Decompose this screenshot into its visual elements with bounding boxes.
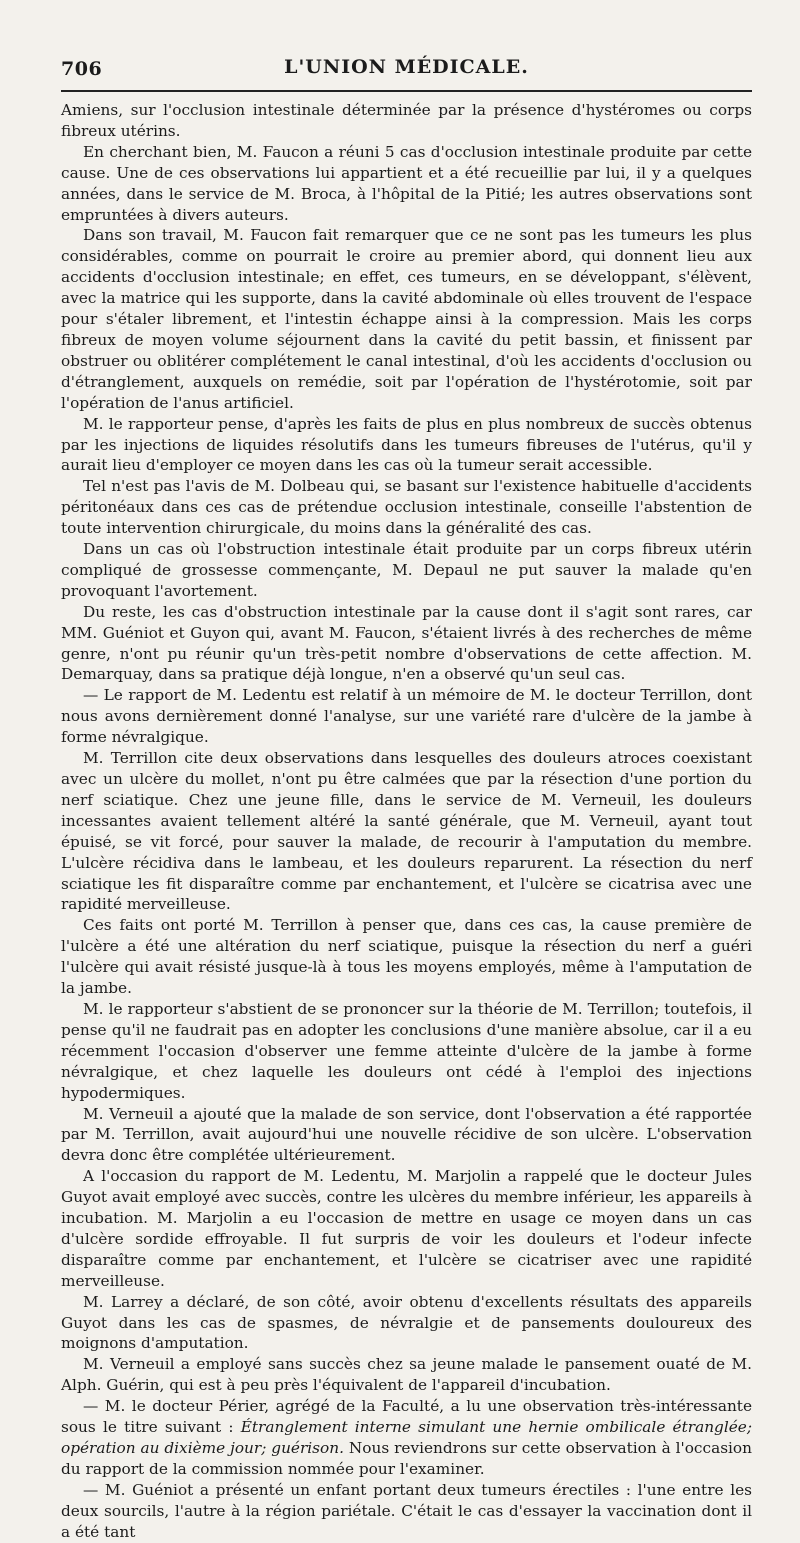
paragraph: M. Larrey a déclaré, de son côté, avoir obtenu d'excellents résultats des appareils Guyot dans les cas de spasmes, de névralgie et de pansements douloureux des moignons d'amputation. xyxy=(61,1292,752,1353)
paragraph: En cherchant bien, M. Faucon a réuni 5 cas d'occlusion intestinale produite par cette cause. Une de ces observations lui appartient et a été recueillie par lui, il y a quelques années, dans le service de M. Broca, à l'hôpital de la Pitié; les autres observations sont empruntées à divers auteurs. xyxy=(61,142,752,224)
paragraph-text: — M. le docteur Périer, agrégé de la Faculté, a lu une observation très-intéressante sous le titre suivant : xyxy=(61,1397,752,1437)
paragraph: Dans son travail, M. Faucon fait remarquer que ce ne sont pas les tumeurs les plus considérables, comme on pourrait le croire au premier abord, qui donnent lieu aux accidents d'occlusion intestinale; en effet, ces tumeurs, en se développant, s'élèvent, avec la matrice qui les supporte, dans la cavité abdominale où elles trouvent de l'espace pour s'étaler librement, et l'intestin échappe ainsi à la compression. Mais les corps fibreux de moyen volume séjournent dans la cavité du petit bassin, et finissent par obstruer ou oblitérer complétement le canal intestinal, d'où les accidents d'occlusion ou d'étranglement, auxquels on remédie, soit par l'opération de l'hystérotomie, soit par l'opération de l'anus artificiel. xyxy=(61,226,752,412)
paragraph: A l'occasion du rapport de M. Ledentu, M. Marjolin a rappelé que le docteur Jules Guyot avait employé avec succès, contre les ulcères du membre inférieur, les appareils à incubation. M. Marjolin a eu l'occasion de mettre en usage ce moyen dans un cas d'ulcère sordide effroyable. Il fut surpris de voir les douleurs et l'odeur infecte disparaître comme par enchantement, et l'ulcère se cicatriser avec une rapidité merveilleuse. xyxy=(61,1167,752,1290)
article-body xyxy=(61,100,752,1543)
paragraph: Tel n'est pas l'avis de M. Dolbeau qui, se basant sur l'existence habituelle d'accidents péritonéaux dans ces cas de prétendue occlusion intestinale, conseille l'abstention de toute intervention chirurgicale, du moins dans la généralité des cas. xyxy=(61,477,752,538)
paragraph: Dans un cas où l'obstruction intestinale était produite par un corps fibreux utérin compliqué de grossesse commençante, M. Depaul ne put sauver la malade qu'en provoquant l'avortement. xyxy=(61,540,752,600)
paragraph: M. Terrillon cite deux observations dans lesquelles des douleurs atroces coexistant avec un ulcère du mollet, n'ont pu être calmées que par la résection d'une portion du nerf sciatique. Chez une jeune fille, dans le service de M. Verneuil, les douleurs incessantes avaient tellement altéré la santé générale, que M. Verneuil, ayant tout épuisé, se vit forcé, pour sauver la malade, de recourir à l'amputation du membre. L'ulcère récidiva dans le lambeau, et les douleurs reparurent. La résection du nerf sciatique les fit disparaître comme par enchantement, et l'ulcère se cicatrisa avec une rapidité merveilleuse. xyxy=(61,749,752,914)
paragraph: M. le rapporteur pense, d'après les faits de plus en plus nombreux de succès obtenus par les injections de liquides résolutifs dans les tumeurs fibreuses de l'utérus, qu'il y aurait lieu d'employer ce moyen dans les cas où la tumeur serait accessible. xyxy=(61,414,752,475)
paragraph: — M. Guéniot a présenté un enfant portant deux tumeurs érectiles : l'une entre les deux sourcils, l'autre à la région pariétale. C'était le cas d'essayer la vaccination dont il a été tant xyxy=(61,1480,752,1541)
paragraph: M. le rapporteur s'abstient de se prononcer sur la théorie de M. Terrillon; toutefois, il pense qu'il ne faudrait pas en adopter les conclusions d'une manière absolue, car il a eu récemment l'occasion d'observer une femme atteinte d'ulcère de la jambe à forme névralgique, et chez laquelle les douleurs ont cédé à l'emploi des injections hypodermiques. xyxy=(61,999,752,1102)
page-number: 706 xyxy=(61,58,103,80)
paragraph-text: Nous reviendrons sur cette observation à l'occasion du rapport de la commission nommée pour l'examiner. xyxy=(61,1439,752,1478)
paragraph: M. Verneuil a ajouté que la malade de son service, dont l'observation a été rapportée par M. Terrillon, avait aujourd'hui une nouvelle récidive de son ulcère. L'observation devra donc être complétée ultérieurement. xyxy=(61,1104,752,1165)
paragraph: Du reste, les cas d'obstruction intestinale par la cause dont il s'agit sont rares, car MM. Guéniot et Guyon qui, avant M. Faucon, s'étaient livrés à des recherches de même genre, n'ont pu réunir qu'un très-petit nombre d'observations de cette affection. M. Demarquay, dans sa pratique déjà longue, n'en a observé qu'un seul cas. xyxy=(61,602,752,684)
paragraph xyxy=(61,1396,752,1480)
observation-title: Étranglement interne simulant une hernie ombilicale étranglée; opération au dixième jour; guérison. xyxy=(61,1418,752,1457)
header-rule xyxy=(61,90,752,92)
page-header xyxy=(61,0,752,84)
paragraph: Ces faits ont porté M. Terrillon à penser que, dans ces cas, la cause première de l'ulcère a été une altération du nerf sciatique, puisque la résection du nerf a guéri l'ulcère qui avait résisté jusque-là à tous les moyens employés, même à l'amputation de la jambe. xyxy=(61,916,752,998)
running-title: L'UNION MÉDICALE. xyxy=(284,56,529,78)
paragraph: Amiens, sur l'occlusion intestinale déterminée par la présence d'hystéromes ou corps fibreux utérins. xyxy=(61,101,752,140)
paragraph: M. Verneuil a employé sans succès chez sa jeune malade le pansement ouaté de M. Alph. Guérin, qui est à peu près l'équivalent de l'appareil d'incubation. xyxy=(61,1355,752,1395)
paragraph: — Le rapport de M. Ledentu est relatif à un mémoire de M. le docteur Terrillon, dont nous avons dernièrement donné l'analyse, sur une variété rare d'ulcère de la jambe à forme névralgique. xyxy=(61,686,752,747)
